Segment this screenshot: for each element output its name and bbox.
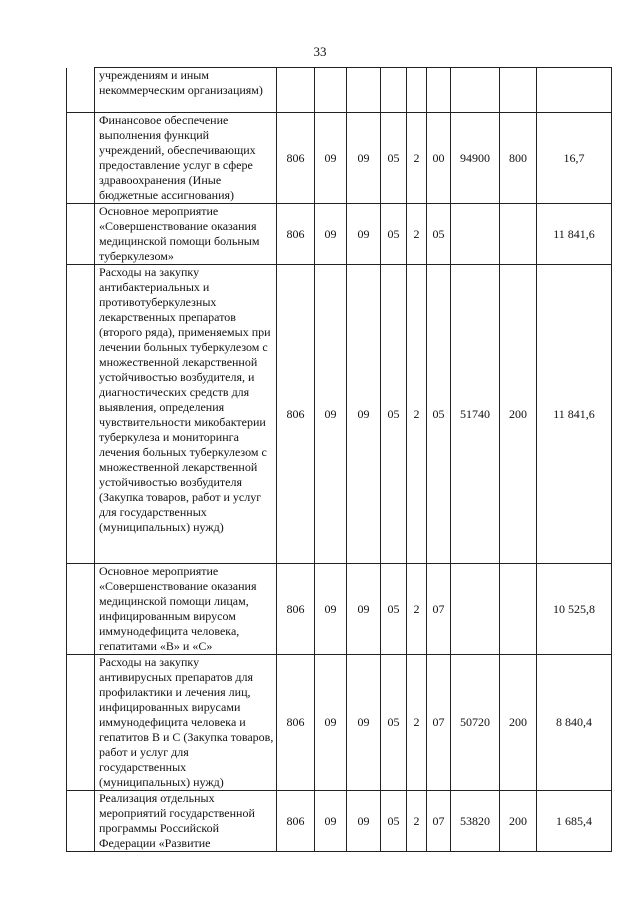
subprogram-cell: 2: [407, 791, 427, 852]
row-number-cell: [67, 68, 95, 113]
table-row: [67, 113, 612, 204]
expense-type-cell: [500, 204, 537, 265]
section-cell: 09: [315, 564, 347, 655]
budget-table: [66, 67, 612, 852]
expense-type-cell: [500, 68, 537, 113]
ministry-cell: 806: [277, 791, 315, 852]
program-cell: 05: [381, 791, 407, 852]
expense-name-cell: Расходы на закупку антибактериальных и противотуберкулезных лекарственных препаратов (второго ряда), применяемых при лечении больных туберкулезом с множественной лекарственной устойчивостью возбудителя, и диагностических средств для выявления, определения чувствительности микобактерии туберкулеза и мониторинга лечения больных туберкулезом с множественной лекарственной устойчивостью возбудителя (Закупка товаров, работ и услуг для государственных (муниципальных) нужд): [95, 265, 277, 564]
ministry-cell: 806: [277, 265, 315, 564]
row-number-cell: [67, 113, 95, 204]
ministry-cell: 806: [277, 113, 315, 204]
expense-type-cell: 200: [500, 265, 537, 564]
row-number-cell: [67, 564, 95, 655]
section-cell: 09: [315, 265, 347, 564]
event-cell: 07: [427, 655, 451, 791]
expense-name-cell: Финансовое обеспечение выполнения функций учреждений, обеспечивающих предоставление услуг в сфере здравоохранения (Иные бюджетные ассигнования): [95, 113, 277, 204]
row-number-cell: [67, 655, 95, 791]
program-cell: [381, 68, 407, 113]
program-cell: 05: [381, 655, 407, 791]
subprogram-cell: 2: [407, 113, 427, 204]
subprogram-cell: [407, 68, 427, 113]
event-cell: 00: [427, 113, 451, 204]
amount-cell: 1 685,4: [537, 791, 612, 852]
event-cell: 05: [427, 204, 451, 265]
subsection-cell: 09: [347, 204, 381, 265]
subprogram-cell: 2: [407, 655, 427, 791]
table-row: [67, 564, 612, 655]
expense-name-cell: Основное мероприятие «Совершенствование оказания медицинской помощи больным туберкулезом»: [95, 204, 277, 265]
direction-cell: [451, 204, 500, 265]
expense-type-cell: 200: [500, 655, 537, 791]
ministry-cell: [277, 68, 315, 113]
subprogram-cell: 2: [407, 564, 427, 655]
direction-cell: 50720: [451, 655, 500, 791]
amount-cell: 11 841,6: [537, 204, 612, 265]
row-number-cell: [67, 791, 95, 852]
direction-cell: [451, 68, 500, 113]
expense-type-cell: [500, 564, 537, 655]
amount-cell: 16,7: [537, 113, 612, 204]
section-cell: 09: [315, 204, 347, 265]
subsection-cell: 09: [347, 113, 381, 204]
section-cell: 09: [315, 113, 347, 204]
expense-type-cell: 200: [500, 791, 537, 852]
table-row: [67, 791, 612, 852]
amount-cell: 11 841,6: [537, 265, 612, 564]
expense-name-cell: Реализация отдельных мероприятий государственной программы Российской Федерации «Развитие: [95, 791, 277, 852]
row-number-cell: [67, 265, 95, 564]
section-cell: 09: [315, 791, 347, 852]
program-cell: 05: [381, 204, 407, 265]
program-cell: 05: [381, 564, 407, 655]
expense-name-cell: Расходы на закупку антивирусных препаратов для профилактики и лечения лиц, инфицированных вирусами иммунодефицита человека и гепатитов В и С (Закупка товаров, работ и услуг для государственных (муниципальных) нужд): [95, 655, 277, 791]
table-row: [67, 265, 612, 564]
expense-name-cell: Основное мероприятие «Совершенствование оказания медицинской помощи лицам, инфицированным вирусом иммунодефицита человека, гепатитами «В» и «С»: [95, 564, 277, 655]
program-cell: 05: [381, 265, 407, 564]
direction-cell: 53820: [451, 791, 500, 852]
event-cell: [427, 68, 451, 113]
subsection-cell: [347, 68, 381, 113]
section-cell: 09: [315, 655, 347, 791]
amount-cell: 8 840,4: [537, 655, 612, 791]
expense-type-cell: 800: [500, 113, 537, 204]
amount-cell: 10 525,8: [537, 564, 612, 655]
subprogram-cell: 2: [407, 265, 427, 564]
ministry-cell: 806: [277, 564, 315, 655]
expense-name-cell: учреждениям и иным некоммерческим организациям): [95, 68, 277, 113]
subsection-cell: 09: [347, 791, 381, 852]
direction-cell: 51740: [451, 265, 500, 564]
ministry-cell: 806: [277, 204, 315, 265]
subsection-cell: 09: [347, 265, 381, 564]
event-cell: 05: [427, 265, 451, 564]
program-cell: 05: [381, 113, 407, 204]
subprogram-cell: 2: [407, 204, 427, 265]
subsection-cell: 09: [347, 655, 381, 791]
ministry-cell: 806: [277, 655, 315, 791]
table-row: [67, 68, 612, 113]
page-number: 33: [313, 44, 327, 59]
event-cell: 07: [427, 564, 451, 655]
table-row: [67, 204, 612, 265]
subsection-cell: 09: [347, 564, 381, 655]
section-cell: [315, 68, 347, 113]
table-row: [67, 655, 612, 791]
event-cell: 07: [427, 791, 451, 852]
direction-cell: [451, 564, 500, 655]
direction-cell: 94900: [451, 113, 500, 204]
row-number-cell: [67, 204, 95, 265]
amount-cell: [537, 68, 612, 113]
